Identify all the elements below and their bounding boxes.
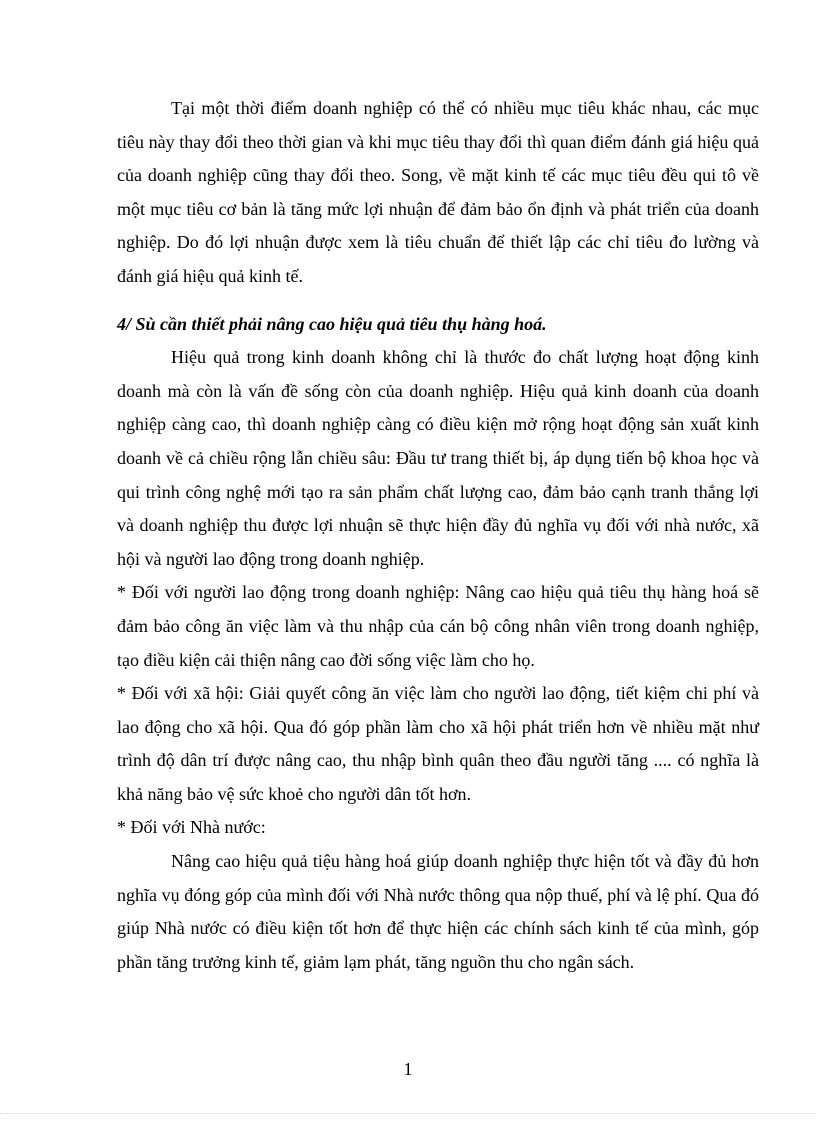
- paragraph-state-label: * Đối với Nhà nước:: [117, 817, 266, 838]
- paragraph-efficiency: Hiệu quả trong kinh doanh không chỉ là thước đo chất lượng hoạt động kinh doanh mà còn là vấn đề sống còn của doanh nghiệp. Hiệu quả kinh doanh của doanh nghiệp càng cao, thì doanh nghiệp càng có điều kiện mở rộng hoạt động sản xuất kinh doanh về cả chiều rộng lẫn chiều sâu: Đầu tư trang thiết bị, áp dụng tiến bộ khoa học và qui trình công nghệ mới tạo ra sản phẩm chất lượng cao, đảm bảo cạnh tranh thắng lợi và doanh nghiệp thu được lợi nhuận sẽ thực hiện đầy đủ nghĩa vụ đối với nhà nước, xã hội và người lao động trong doanh nghiệp.: [117, 347, 759, 569]
- paragraph-state: Nâng cao hiệu quả tiệu hàng hoá giúp doanh nghiệp thực hiện tốt và đầy đủ hơn nghĩa vụ đóng góp của mình đối với Nhà nước thông qua nộp thuế, phí và lệ phí. Qua đó giúp Nhà nước có điều kiện tốt hơn để thực hiện các chính sách kinh tế của mình, góp phần tăng trưởng kinh tế, giảm lạm phát, tăng nguồn thu cho ngân sách.: [117, 851, 759, 972]
- paragraph-objectives: Tại một thời điểm doanh nghiệp có thể có nhiều mục tiêu khác nhau, các mục tiêu này thay đổi theo thời gian và khi mục tiêu thay đổi thì quan điểm đánh giá hiệu quả của doanh nghiệp cũng thay đổi theo. Song, về mặt kinh tế các mục tiêu đều qui tô về một mục tiêu cơ bản là tăng mức lợi nhuận để đảm bảo ổn định và phát triển của doanh nghiệp. Do đó lợi nhuận được xem là tiêu chuẩn để thiết lập các chỉ tiêu đo lường và đánh giá hiệu quả kinh tế.: [117, 98, 759, 286]
- document-page: [117, 92, 759, 979]
- section-heading: 4/ Sù cần thiết phải nâng cao hiệu quả tiêu thụ hàng hoá.: [117, 313, 547, 334]
- page-number: 1: [403, 1059, 413, 1079]
- paragraph-workers: * Đối với người lao động trong doanh nghiệp: Nâng cao hiệu quả tiêu thụ hàng hoá sẽ đảm bảo công ăn việc làm và thu nhập của cán bộ công nhân viên trong doanh nghiệp, tạo điều kiện cải thiện nâng cao đời sống việc làm cho họ.: [117, 582, 759, 670]
- paragraph-society: * Đối với xã hội: Giải quyết công ăn việc làm cho người lao động, tiết kiệm chi phí và lao động cho xã hội. Qua đó góp phần làm cho xã hội phát triển hơn về nhiều mặt như trình độ dân trí được nâng cao, thu nhập bình quân theo đầu người tăng .... có nghĩa là khả năng bảo vệ sức khoẻ cho người dân tốt hơn.: [117, 683, 759, 804]
- footer-divider: [0, 1113, 816, 1114]
